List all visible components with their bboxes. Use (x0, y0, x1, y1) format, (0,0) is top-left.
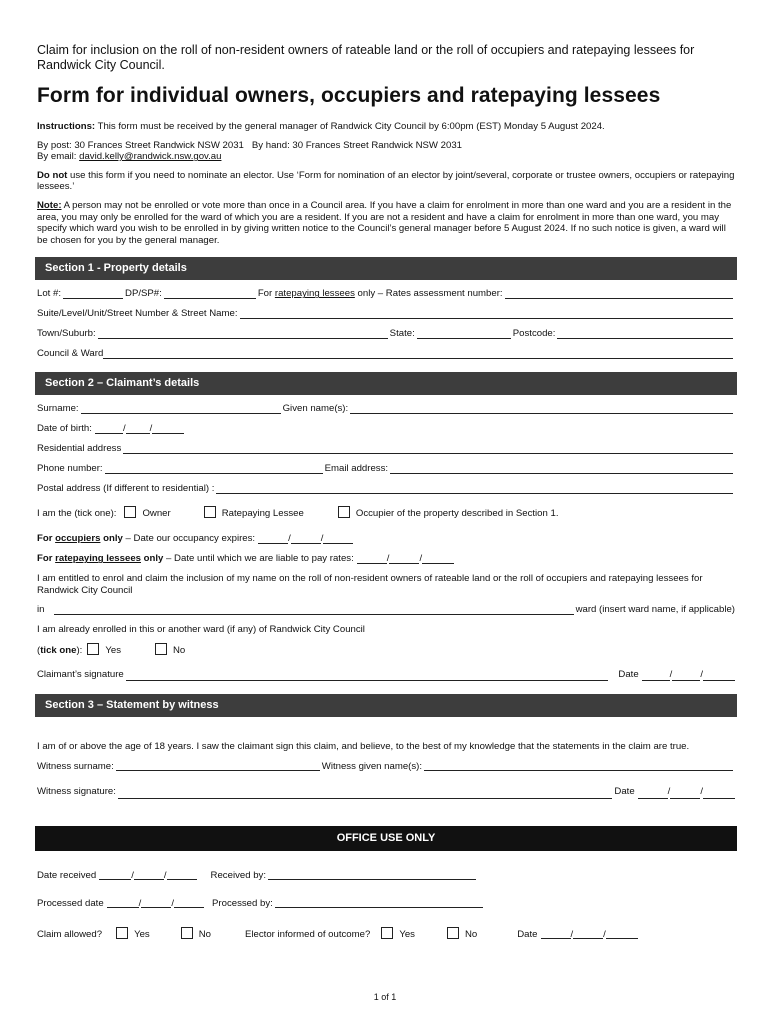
delivery-paragraph (37, 140, 735, 163)
note-paragraph (37, 200, 735, 246)
processed-by-field[interactable] (275, 907, 483, 908)
do-not-text: use this form if you need to nominate an elector. Use ‘Form for nomination of an elector by joint/several, corporate or trustee owners, occupiers or ratepaying lessees.’ (37, 169, 735, 193)
ward-field[interactable] (54, 614, 573, 615)
ward-row (37, 600, 735, 620)
phone-field[interactable] (105, 473, 323, 474)
witness-signature-label: Witness signature: (37, 785, 116, 797)
date-received-label: Date received (37, 869, 97, 881)
phone-label: Phone number: (37, 463, 103, 475)
owner-checkbox[interactable] (124, 506, 136, 518)
processed-date-field[interactable]: / / (104, 894, 204, 914)
already-enrolled-row (37, 620, 735, 640)
claim-allowed-no-label: No (198, 928, 211, 940)
date-received-field[interactable]: / / (96, 866, 196, 886)
witness-signature-field[interactable] (118, 798, 612, 799)
claimant-signature-label: Claimant’s signature (37, 669, 124, 681)
occupancy-expiry-row (37, 529, 735, 549)
town-label: Town/Suburb: (37, 328, 96, 340)
rates-label: For ratepaying lessees only – Rates assessment number: (257, 288, 503, 300)
postal-field[interactable] (216, 493, 733, 494)
surname-label: Surname: (37, 403, 79, 415)
postcode-field[interactable] (557, 338, 733, 339)
delivery-post: By post: 30 Frances Street Randwick NSW 2031 (37, 139, 244, 151)
witness-given-label: Witness given name(s): (321, 760, 423, 772)
ratepaying-lessee-label: Ratepaying Lessee (221, 508, 304, 520)
ratepaying-lessee-checkbox[interactable] (204, 506, 216, 518)
processed-date-label: Processed date (37, 897, 104, 909)
do-not-label: Do not (37, 169, 68, 181)
received-by-label: Received by: (210, 869, 267, 881)
claim-form-page (37, 43, 735, 952)
lot-row (37, 284, 735, 304)
form-intro: Claim for inclusion on the roll of non-resident owners of rateable land or the roll of occupiers and ratepaying lessees for Randwick City Council. (37, 43, 695, 72)
in-label: in (37, 604, 45, 616)
postal-row (37, 479, 735, 499)
delivery-email-label: By email: (37, 151, 80, 163)
witness-date-label: Date (614, 785, 635, 797)
occupancy-expiry-label: For occupiers only – Date our occupancy expires: (37, 533, 256, 545)
witness-signature-row (37, 777, 735, 807)
enrolled-tick-row (37, 640, 735, 662)
residential-row (37, 439, 735, 459)
already-enrolled-label: I am already enrolled in this or another ward (if any) of Randwick City Council (37, 624, 365, 636)
section-3-heading: Section 3 – Statement by witness (35, 694, 737, 717)
witness-statement: I am of or above the age of 18 years. I saw the claimant sign this claim, and believe, to the best of my knowledge that the statements in the claim are true. (37, 741, 690, 753)
received-by-field[interactable] (268, 879, 476, 880)
enrolled-no-checkbox[interactable] (155, 643, 167, 655)
postal-label: Postal address (If different to residential) : (37, 483, 215, 495)
office-use-heading: OFFICE USE ONLY (35, 826, 737, 851)
office-date-field[interactable]: / / (538, 918, 638, 952)
instructions-label: Instructions: (37, 121, 96, 132)
claimant-signature-row (37, 662, 735, 688)
enrolled-yes-label: Yes (105, 645, 121, 657)
given-name-field[interactable] (350, 413, 733, 414)
page-number: 1 of 1 (373, 992, 397, 1002)
processed-by-label: Processed by: (212, 897, 273, 909)
owner-label: Owner (142, 508, 171, 520)
form-title: Form for individual owners, occupiers and ratepaying lessees (37, 84, 661, 107)
email-field[interactable] (390, 473, 733, 474)
note-label: Note: (37, 199, 62, 211)
phone-email-row (37, 459, 735, 479)
lot-label: Lot #: (37, 288, 62, 300)
tick-one-label: (tick one): (37, 645, 83, 657)
ward-insert-label: ward (insert ward name, if applicable) (575, 604, 735, 616)
rates-liable-field[interactable]: / / (354, 549, 454, 569)
town-row (37, 324, 735, 344)
residential-field[interactable] (123, 453, 733, 454)
claimant-signature-field[interactable] (126, 680, 609, 681)
delivery-email-link[interactable]: david.kelly@randwick.nsw.gov.au (79, 151, 222, 163)
claimant-date-field[interactable]: / / (639, 662, 735, 688)
rates-liable-row (37, 549, 735, 569)
section-1-heading: Section 1 - Property details (35, 257, 737, 280)
witness-surname-label: Witness surname: (37, 760, 114, 772)
informed-label: Elector informed of outcome? (244, 928, 371, 940)
dp-field[interactable] (164, 298, 256, 299)
council-ward-row (37, 344, 735, 364)
enrolled-yes-checkbox[interactable] (87, 643, 99, 655)
dp-label: DP/SP#: (125, 288, 162, 300)
state-label: State: (389, 328, 415, 340)
rates-assessment-field[interactable] (505, 298, 733, 299)
informed-no-label: No (464, 928, 478, 940)
witness-given-field[interactable] (424, 770, 733, 771)
claim-allowed-no-checkbox[interactable] (181, 927, 193, 939)
dob-row (37, 419, 735, 439)
enrolled-no-label: No (173, 645, 186, 657)
claimant-type-label: I am the (tick one): (37, 508, 117, 520)
postcode-label: Postcode: (512, 328, 556, 340)
street-field[interactable] (240, 318, 734, 319)
email-label: Email address: (324, 463, 389, 475)
rates-liable-label: For ratepaying lessees only – Date until which we are liable to pay rates: (37, 553, 354, 565)
council-ward-field[interactable] (103, 358, 733, 359)
lot-field[interactable] (63, 298, 123, 299)
council-ward-label: Council & Ward (37, 348, 104, 360)
date-received-row (37, 862, 735, 890)
occupancy-expiry-field[interactable]: / / (255, 529, 353, 549)
section-2-heading: Section 2 – Claimant’s details (35, 372, 737, 395)
occupier-checkbox[interactable] (338, 506, 350, 518)
dob-label: Date of birth: (37, 423, 92, 435)
instructions-paragraph (37, 121, 735, 133)
claim-allowed-yes-checkbox[interactable] (116, 927, 128, 939)
surname-field[interactable] (81, 413, 281, 414)
state-field[interactable] (417, 338, 511, 339)
residential-label: Residential address (37, 443, 122, 455)
delivery-hand: By hand: 30 Frances Street Randwick NSW 2031 (251, 139, 462, 151)
street-row (37, 304, 735, 324)
claimant-date-label: Date (618, 669, 639, 681)
claim-allowed-label: Claim allowed? (37, 928, 103, 940)
processed-row (37, 890, 735, 918)
note-text: A person may not be enrolled or vote more than once in a Council area. If you have a claim for enrolment in more than one ward and you are a resident in the area, you may only be enrolled for the ward of which you are a resident. If you are not a resident and have a claim for enrolment in more than one ward, you may specify which ward you wish to be enrolled in by giving written notice to the Council’s general manager before 5 August 2024. If no such notice is given, a ward will be chosen for you by the general manager. (37, 199, 732, 246)
claim-allowed-yes-label: Yes (134, 928, 150, 940)
office-date-label: Date (517, 928, 538, 940)
dob-field[interactable]: / / (92, 419, 184, 439)
informed-yes-label: Yes (399, 928, 415, 940)
entitlement-statement: I am entitled to enrol and claim the inclusion of my name on the roll of non-resident owners of rateable land or the roll of occupiers and ratepaying lessees for Randwick City Council (37, 573, 703, 596)
witness-name-row (37, 757, 735, 777)
given-name-label: Given name(s): (282, 403, 349, 415)
do-not-paragraph (37, 170, 735, 193)
instructions-text: This form must be received by the general manager of Randwick City Council by 6:00pm (EST) Monday 5 August 2024. (95, 121, 605, 132)
street-label: Suite/Level/Unit/Street Number & Street Name: (37, 308, 238, 320)
town-field[interactable] (98, 338, 388, 339)
informed-yes-checkbox[interactable] (381, 927, 393, 939)
surname-row (37, 399, 735, 419)
occupier-label: Occupier of the property described in Section 1. (355, 508, 559, 520)
informed-no-checkbox[interactable] (447, 927, 459, 939)
outcome-row (37, 918, 735, 952)
witness-date-field[interactable]: / / (635, 777, 735, 807)
witness-surname-field[interactable] (116, 770, 320, 771)
claimant-type-row (37, 499, 735, 529)
